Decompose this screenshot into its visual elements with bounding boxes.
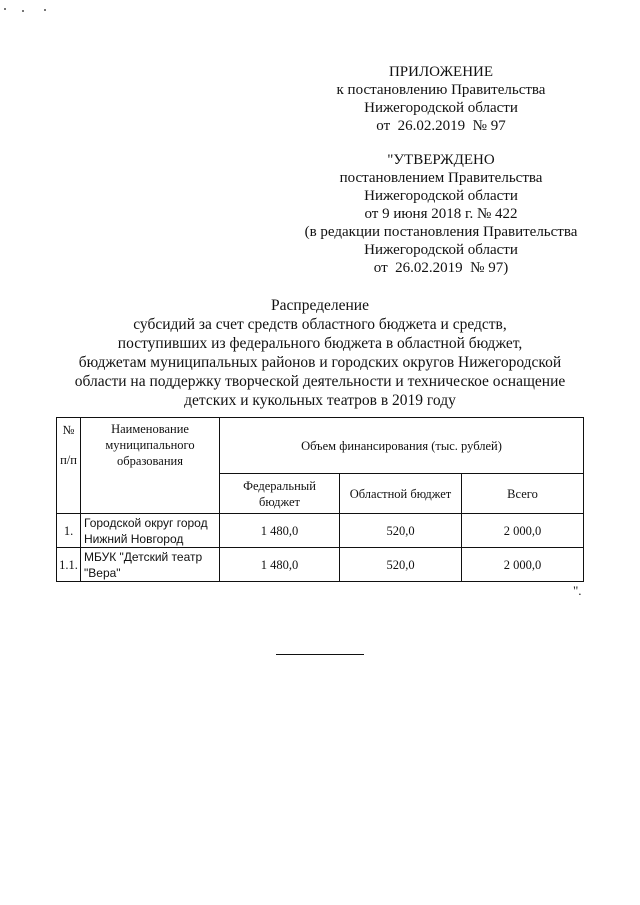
header-number [57,418,81,514]
table-row [57,514,584,548]
approval-date: от 26.02.2019 № 97) [373,260,509,276]
row-total: 2 000,0 [462,548,584,582]
title-line: области на поддержку творческой деятельности и техническое оснащение [74,373,566,390]
row-number: 1. [57,514,81,548]
approval-line: Нижегородской области [364,188,518,204]
closing-quote-mark: ". [573,583,582,598]
header-number-sign: № [62,423,75,437]
scan-artifact [44,9,46,11]
scan-artifact [4,8,6,10]
appendix-title: ПРИЛОЖЕНИЕ [388,64,494,80]
row-regional: 520,0 [340,514,462,548]
approval-line: Нижегородской области [364,242,518,258]
title-line: субсидий за счет средств областного бюджета и средств, [133,316,507,333]
row-federal: 1 480,0 [220,514,340,548]
table-row [57,548,584,582]
header-federal-budget: Федеральный бюджет [220,474,340,514]
appendix-line: к постановлению Правительства [336,82,546,98]
distribution-table [56,417,584,582]
row-federal: 1 480,0 [220,548,340,582]
approval-line: постановлением Правительства [339,170,543,186]
approval-title: "УТВЕРЖДЕНО [387,152,495,168]
appendix-line: Нижегородской области [364,100,518,116]
row-municipality: МБУК "Детский театр "Вера" [81,548,220,582]
approval-line: (в редакции постановления Правительства [304,224,578,240]
header-funding: Объем финансирования (тыс. рублей) [220,418,584,474]
separator-line [276,654,364,655]
row-number: 1.1. [57,548,81,582]
header-municipality: Наименование муниципального образования [81,418,220,514]
row-municipality: Городской округ город Нижний Новгород [81,514,220,548]
title-line: Распределение [271,297,369,314]
title-line: детских и кукольных театров в 2019 году [184,392,456,409]
row-regional: 520,0 [340,548,462,582]
approval-date: от 9 июня 2018 г. № 422 [364,206,518,222]
row-total: 2 000,0 [462,514,584,548]
scan-artifact [22,10,24,12]
title-line: поступивших из федерального бюджета в областной бюджет, [117,335,523,352]
header-regional-budget: Областной бюджет [340,474,462,514]
header-total: Всего [462,474,584,514]
title-line: бюджетам муниципальных районов и городских округов Нижегородской [78,354,562,371]
header-number-abbr: п/п [60,453,77,467]
appendix-date: от 26.02.2019 № 97 [376,118,506,134]
